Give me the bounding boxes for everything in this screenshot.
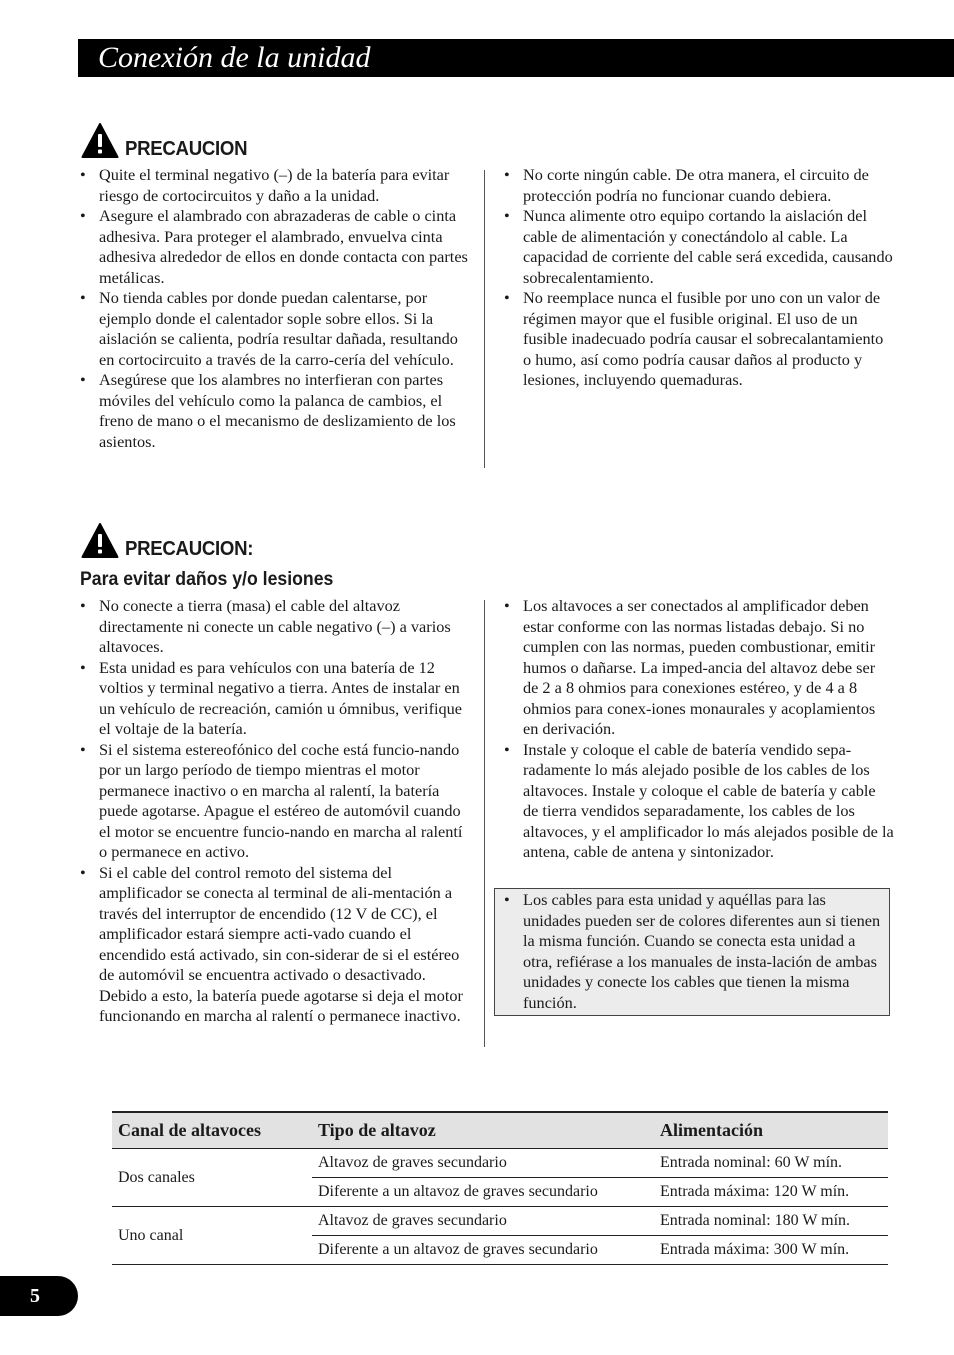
caution1-right-list bbox=[502, 165, 894, 391]
list-item: • No reemplace nunca el fusible por uno con un valor de régimen mayor que el fusible original. El uso de un fusible inadecuado podría causar el sobrecalantamiento o humo, así como podría causar daños al producto y lesiones, incluyendo quemaduras. bbox=[502, 288, 894, 391]
column-divider-2 bbox=[484, 600, 485, 1047]
caution-label-2: PRECAUCION: bbox=[125, 538, 254, 560]
page-title: Conexión de la unidad bbox=[98, 41, 371, 74]
page-number: 5 bbox=[0, 1276, 78, 1316]
list-item: • Instale y coloque el cable de batería vendido sepa-radamente lo más alejado posible de los cables de los altavoces. Instale y coloque el cable de batería y cable de tierra vendidos separadamente, los cables de los altavoces, y el amplificador lo más alejados posible de la antena, cable de antena y sintonizador. bbox=[502, 740, 894, 863]
channel-cell: Uno canal bbox=[112, 1207, 312, 1265]
table-header-row bbox=[112, 1112, 888, 1149]
column-header-type: Tipo de altavoz bbox=[312, 1112, 654, 1149]
channel-cell: Dos canales bbox=[112, 1149, 312, 1207]
power-cell: Entrada nominal: 60 W mín. bbox=[654, 1149, 888, 1178]
column-divider-1 bbox=[484, 170, 485, 468]
type-cell: Altavoz de graves secundario bbox=[312, 1207, 654, 1236]
list-item: • Asegure el alambrado con abrazaderas de cable o cinta adhesiva. Para proteger el alambrado, envuelva cinta adhesiva alrededor de ellos en donde contacta con partes metálicas. bbox=[78, 206, 468, 288]
list-item: • Esta unidad es para vehículos con una batería de 12 voltios y terminal negativo a tierra. Antes de instalar en un vehículo de recreación, camión u ómnibus, verifique el voltaje de la batería. bbox=[78, 658, 470, 740]
note-item: • Los cables para esta unidad y aquéllas para las unidades pueden ser de colores diferentes aun si tienen la misma función. Cuando se conecta esta unidad a otra, refiérase a los manuales de insta-lación de ambas unidades y conecte los cables que tienen la misma función. bbox=[502, 890, 886, 1013]
header-bar bbox=[78, 39, 954, 77]
list-item: • Si el sistema estereofónico del coche está funcio-nando por un largo período de tiempo mientras el motor permanece inactivo o en marcha al ralentí, la batería puede agotarse. Apague el estéreo de automóvil cuando el motor se encuentre funcio-nando en marcha al ralentí o permanece en activo. bbox=[78, 740, 470, 863]
caution-heading-2 bbox=[81, 522, 263, 559]
list-item: • No conecte a tierra (masa) el cable del altavoz directamente ni conecte un cable negativo (–) a varios altavoces. bbox=[78, 596, 470, 658]
power-cell: Entrada nominal: 180 W mín. bbox=[654, 1207, 888, 1236]
list-item: • Quite el terminal negativo (–) de la batería para evitar riesgo de cortocircuitos y daño a la unidad. bbox=[78, 165, 468, 206]
caution2-right-list bbox=[502, 596, 894, 863]
list-item: • Si el cable del control remoto del sistema del amplificador se conecta al terminal de ali-mentación a través del interruptor de encendido (12 V de CC), el amplificador estará siempre acti-vado cuando el encendido está activado, sin con-siderar de si el estéreo de automóvil se encuentra activado o desactivado. Debido a esto, la batería puede agotarse si deja el motor funcionando en marcha al ralentí o permanece inactivo. bbox=[78, 863, 470, 1027]
speaker-spec-table bbox=[112, 1111, 888, 1265]
caution2-left-list bbox=[78, 596, 470, 1027]
caution1-left-list bbox=[78, 165, 468, 452]
caution-label-1: PRECAUCION bbox=[125, 138, 248, 160]
caution-heading-1 bbox=[81, 122, 256, 159]
list-item: • Los altavoces a ser conectados al amplificador deben estar conforme con las normas listadas debajo. Si no cumplen con las normas, pueden combustionar, emitir humos o dañarse. La imped-ancia del altavoz debe ser de 2 a 8 ohmios para conexiones estéreo, y de 4 a 8 ohmios para conex-iones monaurales y acoplamientos en derivación. bbox=[502, 596, 894, 740]
list-item: • Asegúrese que los alambres no interfieran con partes móviles del vehículo como la palanca de cambios, el freno de mano o el mecanismo de deslizamiento de los asientos. bbox=[78, 370, 468, 452]
table-row bbox=[112, 1149, 888, 1178]
list-item: • Nunca alimente otro equipo cortando la aislación del cable de alimentación y conectándolo al cable. La capacidad de corriente del cable será excedida, causando sobrecalentamiento. bbox=[502, 206, 894, 288]
type-cell: Diferente a un altavoz de graves secundario bbox=[312, 1178, 654, 1207]
type-cell: Altavoz de graves secundario bbox=[312, 1149, 654, 1178]
column-header-channel: Canal de altavoces bbox=[112, 1112, 312, 1149]
caution-subtitle: Para evitar daños y/o lesiones bbox=[80, 569, 334, 590]
note-list bbox=[502, 890, 886, 1013]
power-cell: Entrada máxima: 300 W mín. bbox=[654, 1236, 888, 1265]
power-cell: Entrada máxima: 120 W mín. bbox=[654, 1178, 888, 1207]
warning-triangle-icon bbox=[81, 122, 119, 159]
warning-triangle-icon bbox=[81, 522, 119, 559]
column-header-power: Alimentación bbox=[654, 1112, 888, 1149]
table-row bbox=[112, 1207, 888, 1236]
list-item: • No corte ningún cable. De otra manera, el circuito de protección podría no funcionar cuando debiera. bbox=[502, 165, 894, 206]
type-cell: Diferente a un altavoz de graves secundario bbox=[312, 1236, 654, 1265]
list-item: • No tienda cables por donde puedan calentarse, por ejemplo donde el calentador sople sobre ellos. Si la aislación se calienta, podría resultar dañada, resultando en cortocircuito a través de la carro-cería del vehículo. bbox=[78, 288, 468, 370]
